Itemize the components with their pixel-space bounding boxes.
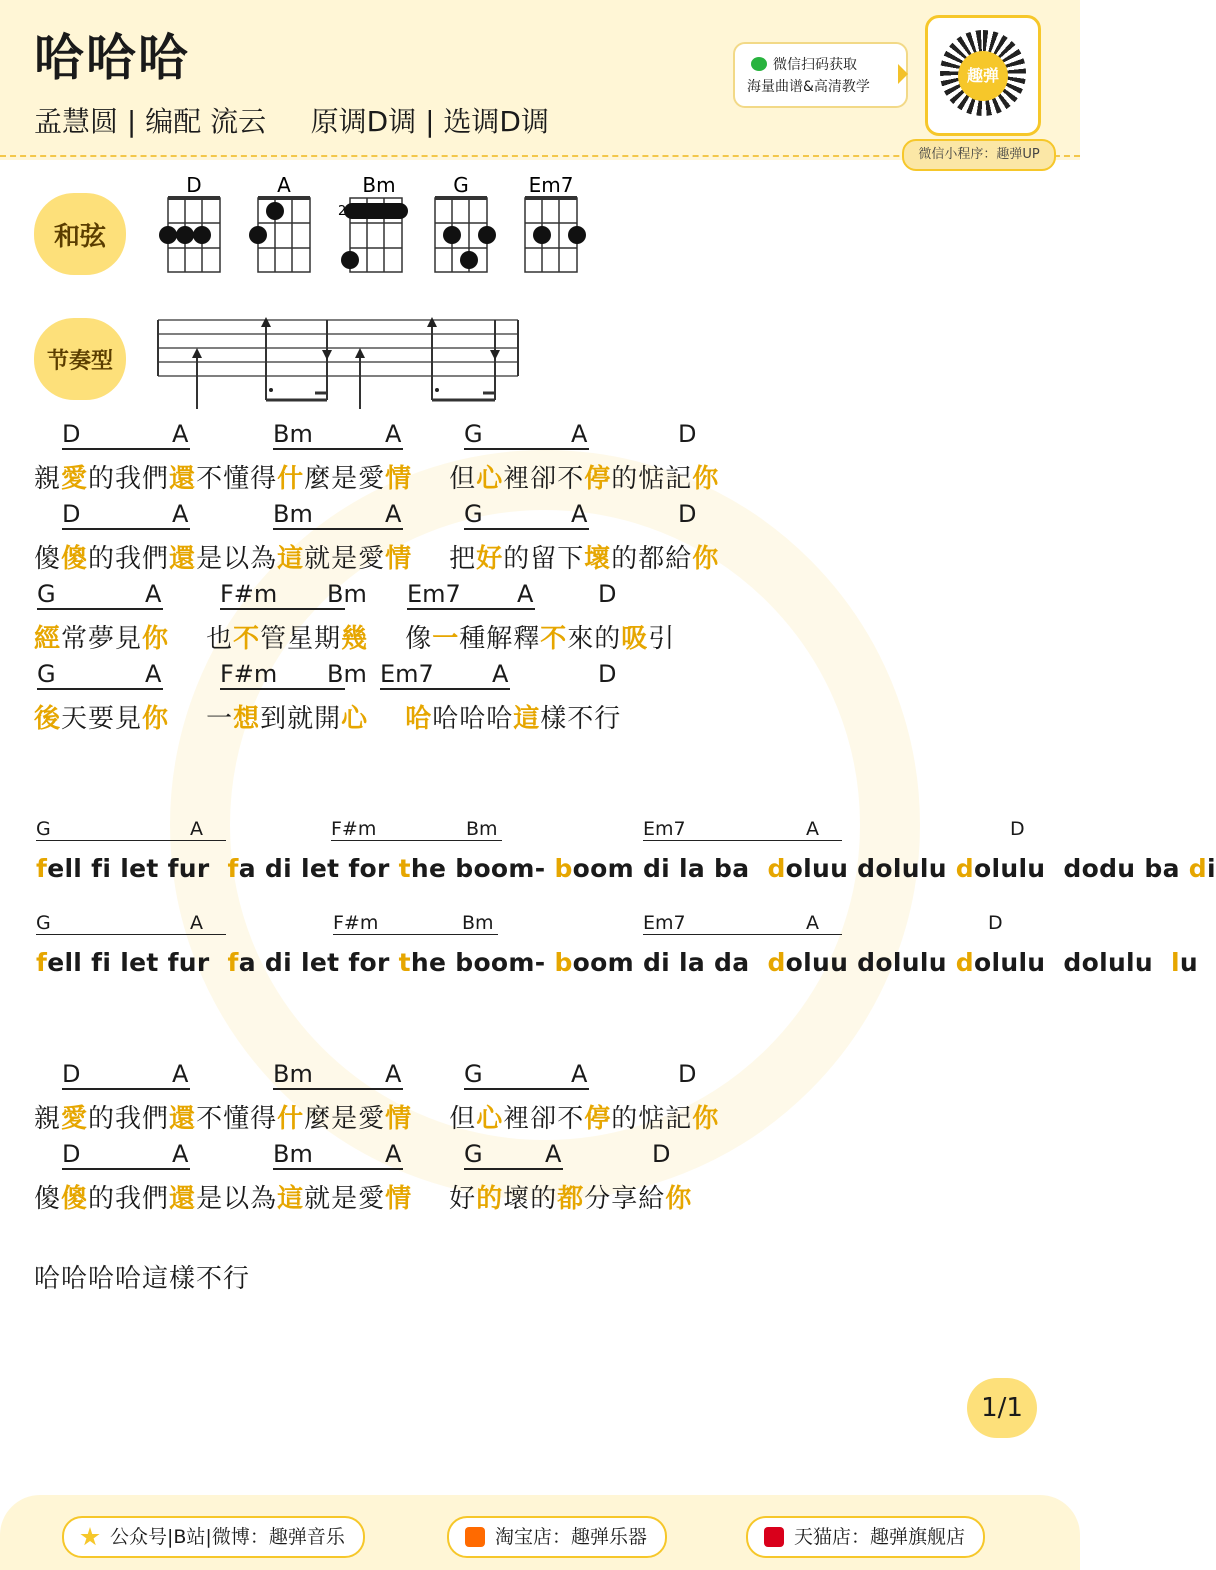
chord-label: Bm <box>273 500 403 530</box>
lyric-segment: 這 <box>513 704 541 734</box>
qr-logo: 趣弹 <box>958 51 1008 101</box>
lyric-segment: oluu dolulu <box>785 948 956 977</box>
lyric-segment: 你 <box>692 544 720 574</box>
lyric-segment: 愛 <box>61 464 89 494</box>
chord-label: G <box>464 1060 589 1090</box>
lyric-segment: 的我們 <box>88 464 170 494</box>
lyric-segment: 像 <box>368 624 433 654</box>
chord-label: G <box>37 580 163 610</box>
chord-label: F#m <box>333 912 498 935</box>
lyric-segment: 好 <box>476 544 504 574</box>
lyric-segment: 停 <box>584 1104 612 1134</box>
chord-name-d: D <box>186 173 202 197</box>
chord-label: F#m <box>220 660 345 690</box>
rhythm-section-badge <box>34 318 126 400</box>
chord-label: A <box>545 1140 562 1168</box>
chord-label: D <box>598 580 617 608</box>
lyric-segment: 也 <box>169 624 234 654</box>
lyric-segment: f <box>36 948 48 977</box>
chord-label: D <box>678 1060 697 1088</box>
bm-fret-number: 2 <box>338 204 347 219</box>
lyric-segment: 心 <box>341 704 369 734</box>
lyric-segment: 樣不行 <box>540 704 622 734</box>
lyric-segment: f <box>227 948 239 977</box>
lyric-segment: 麼是愛 <box>304 1104 386 1134</box>
lyric-segment: oom di la ba <box>572 854 768 883</box>
mini-program-tag: 微信小程序：趣弹UP <box>902 139 1056 171</box>
lyric-segment: 心 <box>476 464 504 494</box>
chord-name-g: G <box>453 173 469 197</box>
chord-label: Bm <box>273 1060 403 1090</box>
footer-tmall-link[interactable] <box>746 1516 985 1558</box>
lyric-segment: 你 <box>142 624 170 654</box>
lyric-segment: 是以為 <box>196 544 278 574</box>
lyric-segment: d <box>1188 854 1207 883</box>
lyric-segment: 引 <box>648 624 676 654</box>
lyric-segment: b <box>554 854 573 883</box>
lyric-segment: 一 <box>169 704 234 734</box>
chord-label: A <box>571 500 588 528</box>
lyric-segment: oluu dolulu <box>785 854 956 883</box>
chord-label: Bm <box>466 818 498 840</box>
chord-label: Em7 <box>643 818 842 841</box>
chord-label: Em7 <box>643 912 842 935</box>
lyric-segment: 還 <box>169 1184 197 1214</box>
arrow-right-icon <box>898 64 908 84</box>
lyric-line <box>34 538 719 575</box>
lyric-segment: 的我們 <box>88 1104 170 1134</box>
song-title: 哈哈哈 <box>34 29 190 87</box>
lyric-segment: 吸 <box>621 624 649 654</box>
lyric-segment: d <box>955 854 974 883</box>
lyric-segment: 哈哈哈 <box>432 704 514 734</box>
lyric-segment: u <box>1179 948 1199 977</box>
chord-label: Bm <box>273 1140 403 1170</box>
lyric-segment: 裡卻不 <box>503 464 585 494</box>
chord-label: D <box>652 1140 671 1168</box>
lyric-segment: 你 <box>665 1184 693 1214</box>
chord-label: Bm <box>273 420 403 450</box>
lyric-segment: olulu dodu ba <box>974 854 1189 883</box>
lyric-segment: 親 <box>34 464 62 494</box>
lyric-segment: 你 <box>142 704 170 734</box>
lyric-segment: 不 <box>540 624 568 654</box>
footer-social-label: 公众号|B站|微博：趣弹音乐 <box>110 1526 345 1548</box>
chord-label: A <box>571 1060 588 1088</box>
chord-name-bm: Bm <box>362 173 396 197</box>
chord-label: A <box>806 818 819 840</box>
chord-label: D <box>62 420 190 450</box>
lyric-segment: 傻 <box>61 544 89 574</box>
chord-label: A <box>190 818 203 840</box>
chord-label: Em7 <box>407 580 535 610</box>
chord-label: D <box>62 1060 190 1090</box>
outro-lyric: 哈哈哈哈這樣不行 <box>34 1264 251 1294</box>
rhythm-section-label: 节奏型 <box>46 348 113 374</box>
chord-label: A <box>190 912 203 934</box>
chord-label: A <box>517 580 534 608</box>
chord-label: A <box>385 1060 402 1088</box>
chord-label: D <box>678 500 697 528</box>
lyric-segment: 這 <box>277 1184 305 1214</box>
lyric-line <box>36 948 1198 977</box>
lyric-segment: b <box>554 948 573 977</box>
chord-label: Bm <box>462 912 494 934</box>
lyric-segment: 不懂得 <box>196 1104 278 1134</box>
promo-line-1: 微信扫码获取 <box>773 57 857 73</box>
chord-label: D <box>988 912 1003 934</box>
lyric-segment: l <box>1171 948 1180 977</box>
lyric-segment: 經 <box>34 624 62 654</box>
chord-label: G <box>36 818 226 841</box>
lyric-segment: 還 <box>169 544 197 574</box>
lyric-segment: a di let for <box>238 854 399 883</box>
chord-label: Em7 <box>380 660 510 690</box>
chord-label: Bm <box>327 580 367 608</box>
lyric-segment: 種解釋 <box>459 624 541 654</box>
lyric-segment: 壞的 <box>503 1184 558 1214</box>
lyric-segment: d <box>767 948 786 977</box>
page-number: 1/1 <box>967 1378 1037 1438</box>
chord-label: A <box>385 500 402 528</box>
chord-label: G <box>464 420 589 450</box>
lyric-segment: 停 <box>584 464 612 494</box>
lyric-segment: 管星期 <box>260 624 342 654</box>
lyric-segment: a di let for <box>238 948 399 977</box>
chord-label: A <box>571 420 588 448</box>
footer-taobao-link[interactable] <box>447 1516 667 1558</box>
chord-label: A <box>172 500 189 528</box>
promo-line-2: 海量曲谱&高清教学 <box>747 79 870 95</box>
lyric-segment: 一 <box>432 624 460 654</box>
tmall-icon <box>764 1527 784 1547</box>
chord-label: A <box>172 420 189 448</box>
lyric-segment: 的 <box>476 1184 504 1214</box>
lyric-segment <box>368 704 405 734</box>
rhythm-pattern <box>155 312 525 412</box>
lyric-segment: 什 <box>277 464 305 494</box>
lyric-line <box>36 854 1216 883</box>
chord-label: G <box>37 660 163 690</box>
lyric-line <box>34 618 675 655</box>
taobao-icon <box>465 1527 485 1547</box>
lyric-segment: 的我們 <box>88 544 170 574</box>
lyric-segment: 但 <box>412 1104 477 1134</box>
lyric-segment: 來的 <box>567 624 622 654</box>
lyric-segment: 情 <box>385 464 413 494</box>
lyric-line <box>34 1098 719 1135</box>
chords-section-label: 和弦 <box>53 221 106 252</box>
footer-tmall-label: 天猫店：趣弹旗舰店 <box>794 1526 966 1548</box>
lyric-segment: 把 <box>412 544 477 574</box>
footer-taobao-label: 淘宝店：趣弹乐器 <box>495 1526 648 1548</box>
chord-diagrams <box>150 170 600 280</box>
lyric-segment: 還 <box>169 1104 197 1134</box>
lyric-segment: 但 <box>412 464 477 494</box>
lyric-segment: 傻 <box>34 1184 62 1214</box>
lyric-segment: 的都給 <box>611 544 693 574</box>
star-icon <box>80 1527 100 1547</box>
chord-label: A <box>172 1060 189 1088</box>
chord-label: G <box>36 912 226 935</box>
lyric-segment: 傻 <box>34 544 62 574</box>
lyric-segment: 情 <box>385 544 413 574</box>
chord-label: A <box>385 1140 402 1168</box>
lyric-segment: 的留下 <box>503 544 585 574</box>
lyric-segment: olulu dolulu <box>974 948 1172 977</box>
chord-label: D <box>1010 818 1025 840</box>
lyric-segment: d <box>767 854 786 883</box>
lyric-segment: 就是愛 <box>304 1184 386 1214</box>
chord-label: G <box>464 1140 563 1170</box>
lyric-segment: f <box>36 854 48 883</box>
chord-label: D <box>62 500 190 530</box>
chord-label: G <box>464 500 589 530</box>
chord-label: F#m <box>331 818 502 841</box>
lyric-segment: 不 <box>233 624 261 654</box>
chord-label: A <box>492 660 509 688</box>
lyric-segment: 分享給 <box>584 1184 666 1214</box>
lyric-line <box>34 1178 692 1215</box>
lyric-segment: 就是愛 <box>304 544 386 574</box>
lyric-segment: 這 <box>277 544 305 574</box>
lyric-segment: t <box>398 854 411 883</box>
footer-social-link[interactable] <box>62 1516 365 1558</box>
chord-label: A <box>145 580 162 608</box>
lyric-segment: 幾 <box>341 624 369 654</box>
lyric-segment: 不懂得 <box>196 464 278 494</box>
chord-label: D <box>62 1140 190 1170</box>
lyric-segment: 情 <box>385 1104 413 1134</box>
lyric-line <box>34 698 621 735</box>
lyric-segment: 好 <box>412 1184 477 1214</box>
lyric-segment: 是以為 <box>196 1184 278 1214</box>
lyric-segment: 哈 <box>405 704 433 734</box>
lyric-segment: 的我們 <box>88 1184 170 1214</box>
lyric-segment: 想 <box>233 704 261 734</box>
lyric-segment: 後 <box>34 704 62 734</box>
lyric-segment: 親 <box>34 1104 62 1134</box>
qr-code[interactable] <box>925 15 1041 136</box>
lyric-segment: ell fi let fur <box>47 948 228 977</box>
lyric-segment: 的惦記 <box>611 464 693 494</box>
lyric-segment: 愛 <box>61 1104 89 1134</box>
chord-label: A <box>145 660 162 688</box>
lyric-segment: 你 <box>692 1104 720 1134</box>
lyric-segment: 的惦記 <box>611 1104 693 1134</box>
qr-promo-card[interactable] <box>733 42 908 108</box>
chord-label: D <box>678 420 697 448</box>
lyric-segment: 情 <box>385 1184 413 1214</box>
lyric-segment: 還 <box>169 464 197 494</box>
lyric-segment: 你 <box>692 464 720 494</box>
lyric-segment: 傻 <box>61 1184 89 1214</box>
chord-name-a: A <box>277 173 291 197</box>
lyric-segment: 都 <box>557 1184 585 1214</box>
chord-label: D <box>598 660 617 688</box>
lyric-segment: 常夢見 <box>61 624 143 654</box>
lyric-segment: 心 <box>476 1104 504 1134</box>
lyric-segment: i <box>1206 854 1216 883</box>
lyric-segment: oom di la da <box>572 948 768 977</box>
lyric-segment: 麼是愛 <box>304 464 386 494</box>
chord-label: A <box>172 1140 189 1168</box>
lyric-segment: 天要見 <box>61 704 143 734</box>
lyric-segment: 壞 <box>584 544 612 574</box>
song-subtitle: 孟慧圆 | 编配 流云 原调D调 | 选调D调 <box>34 105 549 138</box>
lyric-segment: 什 <box>277 1104 305 1134</box>
chord-label: A <box>806 912 819 934</box>
chord-label: Bm <box>327 660 367 688</box>
lyric-segment: d <box>955 948 974 977</box>
chord-name-em7: Em7 <box>528 173 574 197</box>
lyric-segment: he boom- <box>410 948 555 977</box>
lyric-segment: 裡卻不 <box>503 1104 585 1134</box>
lyric-segment: 到就開 <box>260 704 342 734</box>
lyric-segment: t <box>398 948 411 977</box>
chord-label: F#m <box>220 580 345 610</box>
lyric-segment: he boom- <box>410 854 555 883</box>
lyric-segment: ell fi let fur <box>47 854 228 883</box>
chord-label: A <box>385 420 402 448</box>
chords-section-badge <box>34 193 126 275</box>
lyric-segment: f <box>227 854 239 883</box>
lyric-line <box>34 458 719 495</box>
wechat-icon <box>751 57 767 71</box>
